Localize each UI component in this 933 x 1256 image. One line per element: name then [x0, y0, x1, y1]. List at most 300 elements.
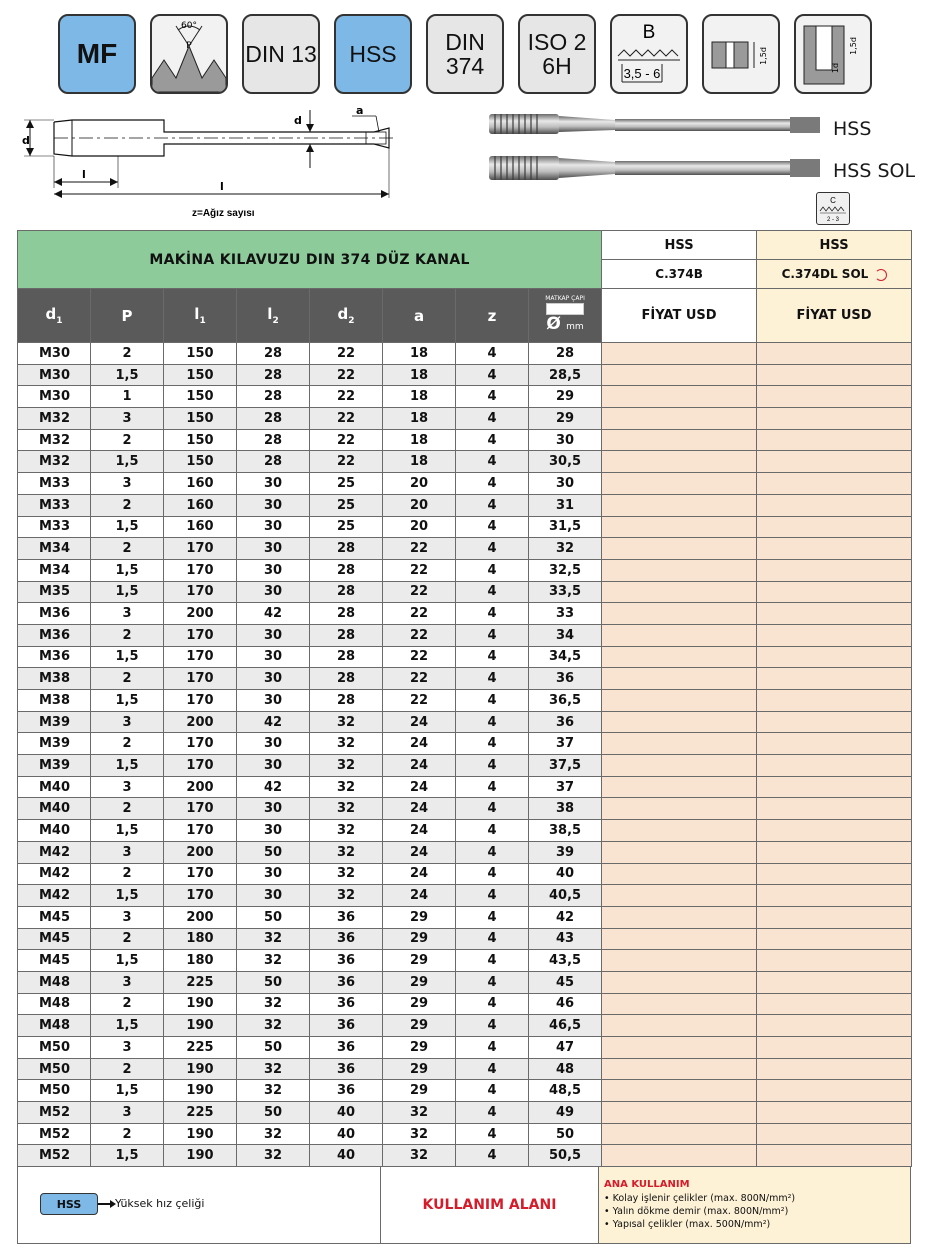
hss-legend-desc: Yüksek hız çeliği: [115, 1197, 205, 1210]
cell-z: 4: [456, 559, 529, 581]
cell-a: 24: [383, 776, 456, 798]
price-cell: [757, 885, 912, 907]
price-cell: [602, 516, 757, 538]
cell-drill: 37,5: [529, 755, 602, 777]
usage-area-title: KULLANIM ALANI: [381, 1167, 599, 1243]
cell-d1: M30: [18, 364, 91, 386]
cell-l2: 50: [237, 1102, 310, 1124]
price-cell: [757, 603, 912, 625]
table-row: [18, 906, 912, 928]
cell-l2: 32: [237, 928, 310, 950]
cell-d2: 28: [310, 581, 383, 603]
cell-l1: 225: [164, 1037, 237, 1059]
cell-z: 4: [456, 624, 529, 646]
cell-l2: 50: [237, 971, 310, 993]
cell-a: 29: [383, 1037, 456, 1059]
cell-d2: 28: [310, 603, 383, 625]
table-row: [18, 581, 912, 603]
iso-line1: ISO 2: [527, 29, 587, 55]
cell-d2: 28: [310, 646, 383, 668]
price-cell: [757, 906, 912, 928]
table-row: [18, 624, 912, 646]
cell-d1: M52: [18, 1123, 91, 1145]
table-row: [18, 950, 912, 972]
cell-a: 32: [383, 1145, 456, 1167]
price-cell: [602, 971, 757, 993]
cell-l2: 30: [237, 581, 310, 603]
table-row: [18, 473, 912, 495]
price-cell: [602, 820, 757, 842]
cell-p: 2: [91, 928, 164, 950]
table-row: [18, 516, 912, 538]
product-code-1: C.374B: [602, 260, 757, 289]
cell-p: 1: [91, 386, 164, 408]
cell-d1: M40: [18, 798, 91, 820]
cell-l1: 160: [164, 473, 237, 495]
table-row: [18, 1015, 912, 1037]
cell-d1: M39: [18, 755, 91, 777]
cell-p: 2: [91, 624, 164, 646]
cell-drill: 43: [529, 928, 602, 950]
cell-p: 3: [91, 711, 164, 733]
price-cell: [602, 950, 757, 972]
cell-d2: 22: [310, 451, 383, 473]
cell-a: 18: [383, 408, 456, 430]
table-row: [18, 1080, 912, 1102]
cell-l1: 225: [164, 1102, 237, 1124]
cell-a: 29: [383, 906, 456, 928]
cell-l2: 30: [237, 668, 310, 690]
cell-d1: M50: [18, 1037, 91, 1059]
price-cell: [757, 1080, 912, 1102]
price-cell: [757, 755, 912, 777]
cell-d2: 36: [310, 1037, 383, 1059]
cell-l2: 30: [237, 473, 310, 495]
cell-z: 4: [456, 1037, 529, 1059]
table-row: [18, 1145, 912, 1167]
cell-p: 2: [91, 733, 164, 755]
cell-z: 4: [456, 1080, 529, 1102]
cell-d1: M33: [18, 494, 91, 516]
cell-p: 2: [91, 1123, 164, 1145]
cell-d2: 40: [310, 1102, 383, 1124]
cell-d2: 36: [310, 971, 383, 993]
cell-d2: 22: [310, 364, 383, 386]
cell-a: 29: [383, 971, 456, 993]
cell-l1: 170: [164, 624, 237, 646]
col-head-d1: $d_1$: [18, 289, 91, 343]
arrow-right-icon: [98, 1203, 112, 1205]
product-code-2-text: C.374DL SOL: [781, 267, 869, 281]
cell-d1: M45: [18, 950, 91, 972]
table-row: [18, 538, 912, 560]
cell-d2: 28: [310, 668, 383, 690]
price-cell: [602, 841, 757, 863]
price-cell: [602, 885, 757, 907]
cell-drill: 50: [529, 1123, 602, 1145]
price-cell: [602, 624, 757, 646]
cell-l1: 160: [164, 516, 237, 538]
cell-drill: 38: [529, 798, 602, 820]
price-cell: [757, 733, 912, 755]
cell-d2: 36: [310, 1058, 383, 1080]
cell-a: 22: [383, 668, 456, 690]
a-dim-label: a: [356, 104, 364, 117]
cell-p: 2: [91, 668, 164, 690]
cell-a: 24: [383, 885, 456, 907]
cell-l1: 150: [164, 343, 237, 365]
price-cell: [757, 451, 912, 473]
cell-p: 1,5: [91, 1080, 164, 1102]
hss-icon: [334, 14, 412, 94]
cell-l1: 170: [164, 581, 237, 603]
cell-drill: 45: [529, 971, 602, 993]
price-cell: [757, 668, 912, 690]
cell-a: 32: [383, 1102, 456, 1124]
cell-l2: 28: [237, 451, 310, 473]
cell-z: 4: [456, 1015, 529, 1037]
cell-l2: 32: [237, 993, 310, 1015]
cell-d2: 36: [310, 993, 383, 1015]
cell-l1: 190: [164, 993, 237, 1015]
product-code-2: [757, 260, 912, 289]
price-cell: [757, 408, 912, 430]
main-use-box: [599, 1167, 910, 1243]
cell-p: 1,5: [91, 820, 164, 842]
l2-dim-label: l: [82, 168, 86, 181]
cell-z: 4: [456, 1102, 529, 1124]
cell-a: 29: [383, 928, 456, 950]
cell-l2: 28: [237, 343, 310, 365]
cell-z: 4: [456, 1145, 529, 1167]
footer: [17, 1166, 911, 1244]
cell-a: 29: [383, 993, 456, 1015]
cell-drill: 28,5: [529, 364, 602, 386]
cell-d1: M38: [18, 690, 91, 712]
main-use-item: • Yalın dökme demir (max. 800N/mm²): [604, 1206, 789, 1217]
cell-z: 4: [456, 820, 529, 842]
table-row: [18, 1102, 912, 1124]
cell-d1: M38: [18, 668, 91, 690]
cell-l2: 30: [237, 885, 310, 907]
drill-caption: MATKAP ÇAPI: [545, 295, 585, 302]
cell-drill: 46: [529, 993, 602, 1015]
l1-dim-label: l: [220, 180, 224, 193]
table-row: [18, 885, 912, 907]
col-head-drill: [529, 289, 602, 343]
cell-l1: 190: [164, 1145, 237, 1167]
price-cell: [602, 538, 757, 560]
cell-z: 4: [456, 906, 529, 928]
photo-label-hss: HSS: [833, 118, 872, 140]
cell-z: 4: [456, 668, 529, 690]
cell-z: 4: [456, 928, 529, 950]
cell-z: 4: [456, 841, 529, 863]
cell-l2: 28: [237, 386, 310, 408]
photo-label-hss-sol: HSS SOL: [833, 160, 916, 182]
cell-p: 3: [91, 473, 164, 495]
main-use-title: ANA KULLANIM: [604, 1179, 690, 1190]
table-row: [18, 733, 912, 755]
cell-drill: 42: [529, 906, 602, 928]
price-cell: [757, 820, 912, 842]
thread-angle-label: 60°: [181, 21, 197, 31]
cell-z: 4: [456, 386, 529, 408]
cell-a: 24: [383, 841, 456, 863]
table-row: [18, 711, 912, 733]
cell-d2: 40: [310, 1123, 383, 1145]
cell-a: 22: [383, 603, 456, 625]
cell-drill: 30,5: [529, 451, 602, 473]
cell-l1: 150: [164, 364, 237, 386]
col-head-l1: $l_1$: [164, 289, 237, 343]
left-hand-arrow-icon: [875, 269, 887, 281]
cell-a: 18: [383, 451, 456, 473]
cell-l1: 170: [164, 668, 237, 690]
price-cell: [757, 971, 912, 993]
cell-l1: 150: [164, 408, 237, 430]
cell-l2: 30: [237, 646, 310, 668]
cell-l1: 150: [164, 386, 237, 408]
col-head-d2: $d_2$: [310, 289, 383, 343]
table-row: [18, 429, 912, 451]
table-row: [18, 820, 912, 842]
price-cell: [602, 364, 757, 386]
col-head-z: z: [456, 289, 529, 343]
cell-l2: 30: [237, 516, 310, 538]
cell-l1: 170: [164, 646, 237, 668]
cell-d2: 32: [310, 885, 383, 907]
cell-d2: 28: [310, 690, 383, 712]
table-row: [18, 386, 912, 408]
cell-l1: 170: [164, 798, 237, 820]
thread-profile-icon: [150, 14, 228, 94]
cell-p: 2: [91, 993, 164, 1015]
blind-hole-label: 1,5d: [849, 37, 858, 55]
cell-d1: M40: [18, 776, 91, 798]
cell-drill: 37: [529, 776, 602, 798]
price-cell: [602, 863, 757, 885]
cell-d2: 36: [310, 1015, 383, 1037]
cell-a: 24: [383, 733, 456, 755]
cell-l2: 28: [237, 408, 310, 430]
material-header-1: HSS: [602, 231, 757, 260]
cell-d2: 22: [310, 386, 383, 408]
cell-d2: 36: [310, 950, 383, 972]
cell-p: 2: [91, 538, 164, 560]
cell-l2: 42: [237, 711, 310, 733]
cell-l2: 30: [237, 559, 310, 581]
cell-d1: M42: [18, 841, 91, 863]
chamfer-form-icon: [610, 14, 688, 94]
cell-p: 1,5: [91, 646, 164, 668]
cell-l1: 200: [164, 603, 237, 625]
price-cell: [602, 711, 757, 733]
price-cell: [602, 668, 757, 690]
cell-drill: 36,5: [529, 690, 602, 712]
cell-d1: M32: [18, 408, 91, 430]
cell-a: 29: [383, 1080, 456, 1102]
price-cell: [602, 429, 757, 451]
cell-drill: 32,5: [529, 559, 602, 581]
cell-drill: 40,5: [529, 885, 602, 907]
price-cell: [757, 624, 912, 646]
cell-drill: 30: [529, 429, 602, 451]
cell-l1: 190: [164, 1015, 237, 1037]
price-cell: [757, 343, 912, 365]
table-row: [18, 408, 912, 430]
cell-l2: 30: [237, 733, 310, 755]
price-cell: [757, 1058, 912, 1080]
cell-drill: 36: [529, 668, 602, 690]
product-table: [17, 230, 912, 1167]
chamfer-range-label: 3,5 - 6: [623, 66, 661, 81]
table-row: [18, 1123, 912, 1145]
cell-l2: 32: [237, 1015, 310, 1037]
cell-z: 4: [456, 755, 529, 777]
chamfer-form-letter: B: [642, 22, 656, 43]
cell-l1: 170: [164, 733, 237, 755]
cell-a: 22: [383, 559, 456, 581]
table-row: [18, 776, 912, 798]
cell-d2: 22: [310, 429, 383, 451]
cell-l1: 150: [164, 429, 237, 451]
cell-drill: 38,5: [529, 820, 602, 842]
table-row: [18, 798, 912, 820]
table-row: [18, 364, 912, 386]
price-cell: [757, 538, 912, 560]
cell-a: 24: [383, 820, 456, 842]
mf-label: MF: [76, 38, 118, 69]
cell-z: 4: [456, 885, 529, 907]
cell-drill: 49: [529, 1102, 602, 1124]
cell-a: 18: [383, 429, 456, 451]
cell-d2: 32: [310, 776, 383, 798]
cell-l2: 50: [237, 1037, 310, 1059]
table-row: [18, 863, 912, 885]
cell-p: 2: [91, 863, 164, 885]
cell-drill: 28: [529, 343, 602, 365]
cell-l1: 225: [164, 971, 237, 993]
cell-d1: M30: [18, 343, 91, 365]
thread-pitch-label: P: [186, 41, 192, 51]
cell-l2: 28: [237, 364, 310, 386]
cell-p: 3: [91, 906, 164, 928]
table-row: [18, 755, 912, 777]
cell-d2: 36: [310, 928, 383, 950]
price-cell: [602, 993, 757, 1015]
cell-drill: 31,5: [529, 516, 602, 538]
cell-l2: 32: [237, 1145, 310, 1167]
cell-a: 24: [383, 711, 456, 733]
cell-a: 20: [383, 516, 456, 538]
cell-d1: M32: [18, 451, 91, 473]
material-legend: [18, 1167, 381, 1243]
cell-l1: 160: [164, 494, 237, 516]
price-cell: [757, 473, 912, 495]
cell-p: 3: [91, 776, 164, 798]
cell-a: 22: [383, 646, 456, 668]
cell-z: 4: [456, 1058, 529, 1080]
cell-d1: M34: [18, 538, 91, 560]
main-use-item: • Yapısal çelikler (max. 500N/mm²): [604, 1219, 771, 1230]
price-cell: [757, 364, 912, 386]
cell-d2: 32: [310, 798, 383, 820]
cell-l1: 170: [164, 820, 237, 842]
cell-z: 4: [456, 993, 529, 1015]
cell-d2: 25: [310, 494, 383, 516]
price-cell: [602, 906, 757, 928]
cell-d1: M48: [18, 993, 91, 1015]
din13-label: DIN 13: [245, 41, 317, 67]
cell-z: 4: [456, 711, 529, 733]
cell-d2: 36: [310, 906, 383, 928]
cell-d2: 40: [310, 1145, 383, 1167]
cell-d1: M39: [18, 711, 91, 733]
d2-dim-label: d: [294, 114, 302, 127]
cell-drill: 31: [529, 494, 602, 516]
cell-l2: 28: [237, 429, 310, 451]
price-cell: [602, 755, 757, 777]
cell-p: 3: [91, 1037, 164, 1059]
cell-drill: 34,5: [529, 646, 602, 668]
cell-d1: M48: [18, 1015, 91, 1037]
cell-d1: M42: [18, 885, 91, 907]
cell-d2: 28: [310, 538, 383, 560]
cell-d1: M39: [18, 733, 91, 755]
price-cell: [757, 841, 912, 863]
cell-p: 1,5: [91, 755, 164, 777]
cell-d1: M33: [18, 516, 91, 538]
cell-l2: 30: [237, 690, 310, 712]
table-row: [18, 971, 912, 993]
cell-a: 29: [383, 1058, 456, 1080]
cell-l1: 190: [164, 1123, 237, 1145]
price-cell: [602, 473, 757, 495]
price-cell: [757, 863, 912, 885]
price-cell: [602, 776, 757, 798]
mf-icon: [58, 14, 136, 94]
price-cell: [757, 776, 912, 798]
price-cell: [757, 690, 912, 712]
cell-p: 2: [91, 343, 164, 365]
cell-l2: 42: [237, 603, 310, 625]
table-row: [18, 494, 912, 516]
price-cell: [757, 429, 912, 451]
table-body: [18, 343, 912, 1167]
cell-d1: M33: [18, 473, 91, 495]
cell-l2: 32: [237, 950, 310, 972]
price-cell: [602, 928, 757, 950]
hss-label: HSS: [349, 41, 397, 67]
price-cell: [602, 646, 757, 668]
cell-d2: 36: [310, 1080, 383, 1102]
cell-a: 24: [383, 755, 456, 777]
cell-d1: M35: [18, 581, 91, 603]
price-cell: [757, 516, 912, 538]
cell-l2: 32: [237, 1080, 310, 1102]
col-head-p: P: [91, 289, 164, 343]
price-cell: [602, 733, 757, 755]
cell-z: 4: [456, 364, 529, 386]
iso-tolerance-icon: [518, 14, 596, 94]
cell-a: 22: [383, 690, 456, 712]
col-head-a: a: [383, 289, 456, 343]
cell-p: 3: [91, 408, 164, 430]
cell-p: 1,5: [91, 364, 164, 386]
cell-drill: 34: [529, 624, 602, 646]
cell-d1: M36: [18, 624, 91, 646]
